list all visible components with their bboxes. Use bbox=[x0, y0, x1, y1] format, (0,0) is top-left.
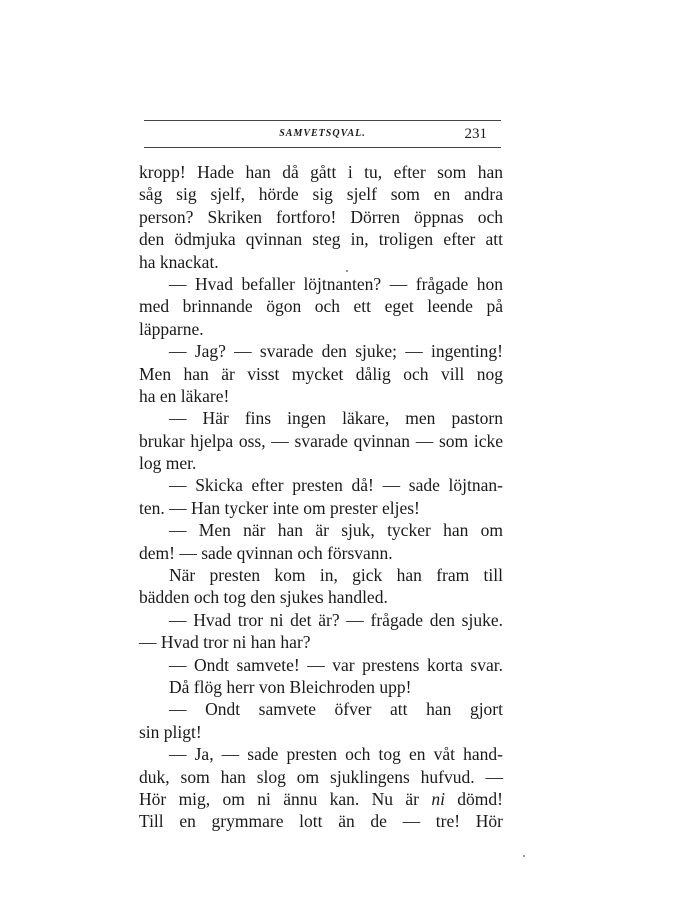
text-line: ha knackat. bbox=[139, 251, 219, 272]
text-line: Men han är visst mycket dålig och vill nog bbox=[139, 363, 503, 384]
text-line: — Jag? — svarade den sjuke; — ingenting! bbox=[169, 341, 503, 362]
text-line: såg sig sjelf, hörde sig sjelf som en andra bbox=[139, 184, 503, 205]
print-speck bbox=[523, 855, 525, 857]
text-line: — Ondt samvete öfver att han gjort bbox=[169, 699, 503, 720]
text-line: — Skicka efter presten då! — sade löjtnan- bbox=[169, 475, 503, 496]
text-line: log mer. bbox=[139, 453, 197, 474]
running-title: SAMVETSQVAL. bbox=[279, 128, 366, 139]
text-line: — Ondt samvete! — var prestens korta svar. bbox=[169, 654, 503, 675]
text-line: — Ja, — sade presten och tog en våt hand- bbox=[169, 744, 503, 765]
page-number: 231 bbox=[464, 126, 487, 142]
text-segment: dömd! bbox=[444, 788, 503, 809]
text-line: kropp! Hade han då gått i tu, efter som han bbox=[139, 162, 503, 182]
text-line: sin pligt! bbox=[139, 721, 202, 742]
text-segment: Hör mig, om ni ännu kan. Nu är bbox=[139, 788, 432, 809]
text-line: — Hvad tror ni han har? bbox=[139, 632, 311, 653]
text-line: Då flög herr von Bleichroden upp! bbox=[169, 676, 412, 697]
text-line: bädden och tog den sjukes handled. bbox=[139, 587, 388, 608]
text-line: dem! — sade qvinnan och försvann. bbox=[139, 542, 393, 563]
text-line: — Men när han är sjuk, tycker han om bbox=[169, 520, 503, 541]
text-line bbox=[139, 788, 503, 810]
header-rule-bottom bbox=[144, 147, 501, 148]
text-line: — Hvad tror ni det är? — frågade den sjuke. bbox=[169, 609, 503, 630]
text-line: läpparne. bbox=[139, 318, 204, 339]
text-line: ten. — Han tycker inte om prester eljes! bbox=[139, 497, 420, 518]
text-line: Till en grymmare lott än de — tre! Hör bbox=[139, 811, 503, 832]
text-line: — Här fins ingen läkare, men pastorn bbox=[169, 408, 503, 429]
running-head bbox=[144, 124, 501, 144]
emphasized-word: ni bbox=[431, 788, 445, 809]
text-line: — Hvad befaller löjtnanten? — frågade hon bbox=[169, 273, 503, 294]
print-speck bbox=[346, 270, 348, 272]
text-line: person? Skriken fortforo! Dörren öppnas och bbox=[139, 206, 503, 227]
body-text bbox=[139, 161, 503, 833]
text-line: När presten kom in, gick han fram till bbox=[169, 565, 503, 586]
text-line: den ödmjuka qvinnan steg in, troligen efter att bbox=[139, 229, 503, 250]
text-line: ha en läkare! bbox=[139, 385, 230, 406]
text-line: med brinnande ögon och ett eget leende på bbox=[139, 296, 503, 317]
text-line: duk, som han slog om sjuklingens hufvud. — bbox=[139, 766, 503, 787]
text-line: brukar hjelpa oss, — svarade qvinnan — som icke bbox=[139, 430, 503, 451]
header-rule-top bbox=[144, 120, 501, 121]
